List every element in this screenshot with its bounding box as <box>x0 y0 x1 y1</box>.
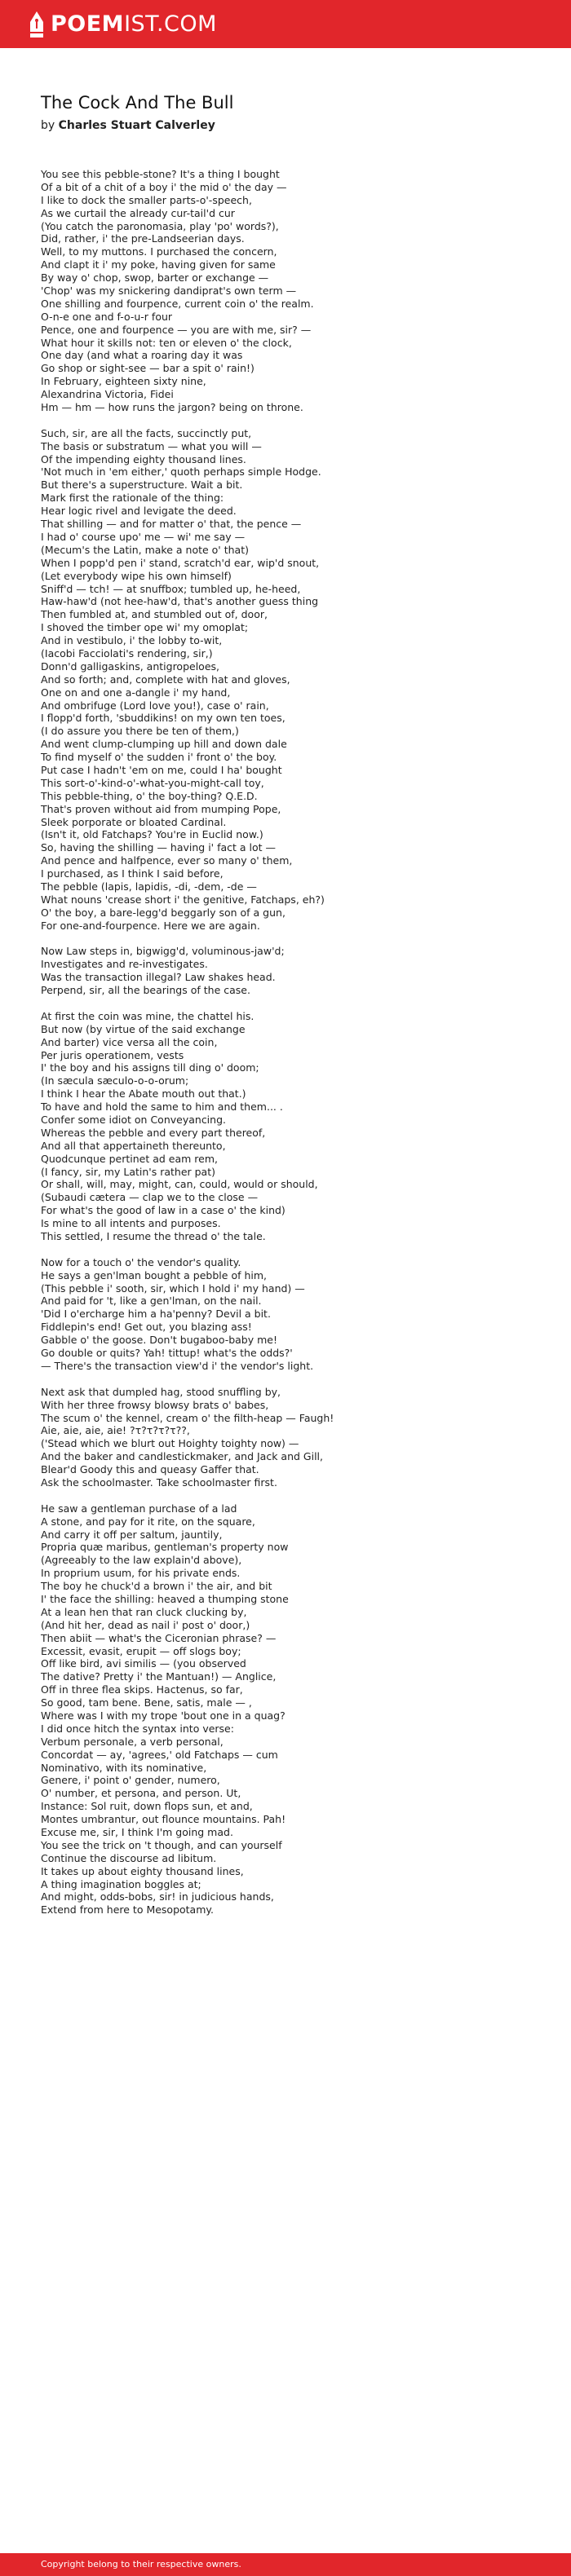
poem-line: Alexandrina Victoria, Fidei <box>41 388 174 401</box>
logo-wordmark-light: IST.COM <box>124 11 217 37</box>
poem-line: Then abiit — what's the Ciceronian phrase? — <box>41 1631 277 1644</box>
poem-line: For what's the good of law in a case o' the kind) <box>41 1204 286 1217</box>
poem-line: This pebble-thing, o' the boy-thing? Q.E.D. <box>41 789 258 802</box>
poem-line: (Isn't it, old Fatchaps? You're in Euclid now.) <box>41 828 263 841</box>
poem-line: Go double or quits? Yah! tittup! what's the odds?' <box>41 1347 293 1360</box>
poem-line: ('Stead which we blurt out Hoighty toighty now) — <box>41 1437 299 1450</box>
poem-line: With her three frowsy blowsy brats o' babes, <box>41 1398 269 1411</box>
poem-line: I' the face the shilling: heaved a thumping stone <box>41 1592 289 1605</box>
copyright-text: Copyright belong to their respective owners. <box>41 2559 241 2569</box>
poem-line: Off like bird, avi similis — (you observed <box>41 1657 246 1670</box>
poem-line: And barter) vice versa all the coin, <box>41 1035 218 1048</box>
poem-line: Gabble o' the goose. Don't bugaboo-baby me! <box>41 1334 277 1347</box>
poem-line: 'Did I o'ercharge him a ha'penny? Devil a bit. <box>41 1308 271 1321</box>
poem-line: Whereas the pebble and every part thereof, <box>41 1126 266 1139</box>
poem-line: 'Chop' was my snickering dandiprat's own term — <box>41 285 297 298</box>
poem-line: Montes umbrantur, out flounce mountains. Pah! <box>41 1813 286 1826</box>
poem-line: Sleek porporate or bloated Cardinal. <box>41 815 227 828</box>
poem-line: So, having the shilling — having i' fact a lot — <box>41 841 277 854</box>
poem-line: Sniff'd — tch! — at snuffbox; tumbled up, he-heed, <box>41 582 301 595</box>
poem-line: And all that appertaineth thereunto, <box>41 1139 226 1152</box>
poem-line: As we curtail the already cur-tail'd cur <box>41 206 235 219</box>
poem-line: (I fancy, sir, my Latin's rather pat) <box>41 1165 215 1178</box>
poem-line: Quodcunque pertinet ad eam rem, <box>41 1152 218 1165</box>
poem-line: Now for a touch o' the vendor's quality. <box>41 1255 241 1268</box>
poem-line: Concordat — ay, 'agrees,' old Fatchaps — cum <box>41 1748 278 1761</box>
poem-line: Ask the schoolmaster. Take schoolmaster first. <box>41 1475 277 1489</box>
poem-line: Pence, one and fourpence — you are with me, sir? — <box>41 323 312 336</box>
poem-line: A stone, and pay for it rite, on the square, <box>41 1515 255 1528</box>
poem-line: To have and hold the same to him and them... . <box>41 1101 283 1114</box>
poem-line: You see the trick on 't though, and can yourself <box>41 1838 282 1851</box>
poem-line: One on and one a-dangle i' my hand, <box>41 686 231 699</box>
poem-stanza <box>41 1010 547 1243</box>
poem-line: A thing imagination boggles at; <box>41 1877 201 1890</box>
poem-line: That shilling — and for matter o' that, the pence — <box>41 518 302 531</box>
poem-line: And ombrifuge (Lord love you!), case o' rain, <box>41 699 269 712</box>
poem-line: Or shall, will, may, might, can, could, would or should, <box>41 1178 318 1191</box>
poem-line: (Agreeably to the law explain'd above), <box>41 1554 242 1567</box>
poem-stanza <box>41 1386 547 1489</box>
poem-line: O' the boy, a bare-legg'd beggarly son of a gun, <box>41 906 286 919</box>
poem-line: Now Law steps in, bigwigg'd, voluminous-jaw'd; <box>41 945 285 958</box>
poem-line: Is mine to all intents and purposes. <box>41 1217 221 1230</box>
poem-line: What hour it skills not: ten or eleven o' the clock, <box>41 336 292 349</box>
poem-line: I purchased, as I think I said before, <box>41 867 224 880</box>
poem-line: Off in three flea skips. Hactenus, so far, <box>41 1683 243 1696</box>
poem-line: Fiddlepin's end! Get out, you blazing ass! <box>41 1321 252 1334</box>
poem-line: 'Not much in 'em either,' quoth perhaps simple Hodge. <box>41 465 321 479</box>
poem-line: So good, tam bene. Bene, satis, male — , <box>41 1696 252 1709</box>
poem-line: Nominativo, with its nominative, <box>41 1761 207 1774</box>
poem-line: (Iacobi Facciolati's rendering, sir,) <box>41 646 213 659</box>
poem-line: (This pebble i' sooth, sir, which I hold i' my hand) — <box>41 1281 305 1295</box>
poem-line: For one-and-fourpence. Here we are again. <box>41 919 260 932</box>
author-link[interactable]: Charles Stuart Calverley <box>58 119 215 132</box>
poem-line: (I do assure you there be ten of them,) <box>41 725 239 738</box>
poem-line: In February, eighteen sixty nine, <box>41 375 206 388</box>
poem-line: Investigates and re-investigates. <box>41 958 208 971</box>
poem-line: That's proven without aid from mumping Pope, <box>41 802 281 815</box>
poem-line: One shilling and fourpence, current coin o' the realm. <box>41 297 314 310</box>
poem-line: Aie, aie, aie, aie! ?τ?τ?τ?τ??, <box>41 1424 190 1437</box>
site-footer <box>0 2553 571 2576</box>
poem-line: Was the transaction illegal? Law shakes head. <box>41 971 276 984</box>
poem-line: When I popp'd pen i' stand, scratch'd ear, wip'd snout, <box>41 556 320 569</box>
pen-nib-icon <box>28 11 46 38</box>
poem-line: Hear logic rivel and levigate the deed. <box>41 505 237 518</box>
poem-line: At a lean hen that ran cluck clucking by, <box>41 1605 247 1618</box>
poem-line: Well, to my muttons. I purchased the concern, <box>41 245 277 258</box>
poem-line: Did, rather, i' the pre-Landseerian days. <box>41 232 245 245</box>
by-label: by <box>41 119 55 132</box>
poem-title: The Cock And The Bull <box>41 93 234 112</box>
poem-line: The dative? Pretty i' the Mantuan!) — Anglice, <box>41 1670 277 1683</box>
poem-line: The boy he chuck'd a brown i' the air, and bit <box>41 1580 272 1593</box>
poem-line: O' number, et persona, and person. Ut, <box>41 1787 241 1800</box>
poem-line: I think I hear the Abate mouth out that.) <box>41 1087 246 1101</box>
poem-line: And went clump-clumping up hill and down dale <box>41 738 287 751</box>
poem-line: And pence and halfpence, ever so many o' them, <box>41 854 293 867</box>
poem-line: He saw a gentleman purchase of a lad <box>41 1502 237 1515</box>
poem-line: (In sæcula sæculo-o-o-orum; <box>41 1074 189 1087</box>
poem-line: Continue the discourse ad libitum. <box>41 1851 217 1864</box>
poem-line: In proprium usum, for his private ends. <box>41 1567 241 1580</box>
poem-line: Donn'd galligaskins, antigropeloes, <box>41 659 220 673</box>
poem-line: At first the coin was mine, the chattel his. <box>41 1009 255 1022</box>
poem-line: And the baker and candlestickmaker, and Jack and Gill, <box>41 1450 323 1463</box>
poem-line: Go shop or sight-see — bar a spit o' rain!) <box>41 362 255 375</box>
poem-line: (Let everybody wipe his own himself) <box>41 569 232 582</box>
poem-line: And clapt it i' my poke, having given for same <box>41 258 276 271</box>
poem-stanza <box>41 1502 547 1917</box>
poem-line: And might, odds-bobs, sir! in judicious hands, <box>41 1890 274 1903</box>
poem-line: I had o' course upo' me — wi' me say — <box>41 530 246 543</box>
poem-line: You see this pebble-stone? It's a thing I bought <box>41 168 280 180</box>
poem-line: I like to dock the smaller parts-o'-speech, <box>41 193 252 206</box>
poem-line: Mark first the rationale of the thing: <box>41 492 224 505</box>
poem-line: Put case I hadn't 'em on me, could I ha' bought <box>41 763 282 776</box>
poem-line: The basis or substratum — what you will — <box>41 439 262 452</box>
poem-line: Confer some idiot on Conveyancing. <box>41 1114 226 1127</box>
poem-line: Where was I with my trope 'bout one in a quag? <box>41 1709 286 1722</box>
poem-line: Hm — hm — how runs the jargon? being on throne. <box>41 401 303 414</box>
poem-line: And carry it off per saltum, jauntily, <box>41 1528 223 1541</box>
poem-line: And so forth; and, complete with hat and gloves, <box>41 673 290 686</box>
site-header <box>0 0 571 48</box>
poem-line: Excuse me, sir, I think I'm going mad. <box>41 1826 233 1838</box>
poem-line: Haw-haw'd (not hee-haw'd, that's another guess thing <box>41 595 319 608</box>
poem-byline <box>41 118 547 133</box>
poem-line: Genere, i' point o' gender, numero, <box>41 1774 220 1787</box>
poem-line: It takes up about eighty thousand lines, <box>41 1864 244 1877</box>
poem-line: Next ask that dumpled hag, stood snuffling by, <box>41 1385 281 1398</box>
poem-line: I flopp'd forth, 'sbuddikins! on my own ten toes, <box>41 712 286 725</box>
poem-line: Perpend, sir, all the bearings of the case. <box>41 984 250 997</box>
poem-line: Extend from here to Mesopotamy. <box>41 1903 214 1917</box>
poem-line: O-n-e one and f-o-u-r four <box>41 310 173 323</box>
poem-line: The pebble (lapis, lapidis, -di, -dem, -de — <box>41 880 257 893</box>
poem-line: I did once hitch the syntax into verse: <box>41 1722 234 1735</box>
poem-line: Instance: Sol ruit, down flops sun, et and, <box>41 1800 253 1813</box>
poem-stanza <box>41 945 547 997</box>
poem-line: (And hit her, dead as nail i' post o' door,) <box>41 1618 250 1631</box>
poem-line: But there's a superstructure. Wait a bit. <box>41 479 243 492</box>
poem-line: This settled, I resume the thread o' the tale. <box>41 1230 266 1243</box>
poem-line: (Subaudi cætera — clap we to the close — <box>41 1191 259 1204</box>
poem-line: By way o' chop, swop, barter or exchange — <box>41 271 269 285</box>
poem-line: Such, sir, are all the facts, succinctly put, <box>41 426 252 439</box>
poem-line: Blear'd Goody this and queasy Gaffer that. <box>41 1463 259 1476</box>
poem-line: And paid for 't, like a gen'lman, on the nail. <box>41 1295 262 1308</box>
poem-line: What nouns 'crease short i' the genitive, Fatchaps, eh?) <box>41 893 325 906</box>
poem-line: Per juris operationem, vests <box>41 1048 184 1061</box>
poem-line: I' the boy and his assigns till ding o' doom; <box>41 1061 259 1074</box>
poem-line: And in vestibulo, i' the lobby to-wit, <box>41 634 223 647</box>
poem-line: Then fumbled at, and stumbled out of, door, <box>41 608 268 621</box>
logo-wordmark-bold: POEM <box>51 11 125 37</box>
poem-line: Excessit, evasit, erupit — off slogs boy; <box>41 1644 241 1657</box>
poem-line: I shoved the timber ope wi' my omoplat; <box>41 621 249 634</box>
poem-line: The scum o' the kennel, cream o' the filth-heap — Faugh! <box>41 1411 334 1424</box>
poem-line: This sort-o'-kind-o'-what-you-might-call toy, <box>41 776 264 789</box>
poem-line: To find myself o' the sudden i' front o' the boy. <box>41 751 277 764</box>
poem-stanza <box>41 427 547 933</box>
poem-line: Propria quæ maribus, gentleman's property now <box>41 1541 289 1554</box>
poem-line: One day (and what a roaring day it was <box>41 349 243 362</box>
poem-stanza <box>41 1256 547 1373</box>
site-logo[interactable] <box>28 11 217 38</box>
poem-line: Of the impending eighty thousand lines. <box>41 452 246 465</box>
poem-content <box>41 91 547 1930</box>
logo-wordmark <box>51 13 217 35</box>
poem-line: (Mecum's the Latin, make a note o' that) <box>41 543 249 556</box>
poem-line: He says a gen'lman bought a pebble of him, <box>41 1268 268 1281</box>
poem-line: Verbum personale, a verb personal, <box>41 1735 224 1748</box>
poem-line: (You catch the paronomasia, play 'po' words?), <box>41 219 279 232</box>
poem-line: But now (by virtue of the said exchange <box>41 1022 246 1035</box>
poem-stanza <box>41 168 547 414</box>
poem-body <box>41 168 547 1917</box>
poem-line: Of a bit of a chit of a boy i' the mid o' the day — <box>41 180 287 193</box>
poem-line: — There's the transaction view'd i' the vendor's light. <box>41 1359 314 1372</box>
